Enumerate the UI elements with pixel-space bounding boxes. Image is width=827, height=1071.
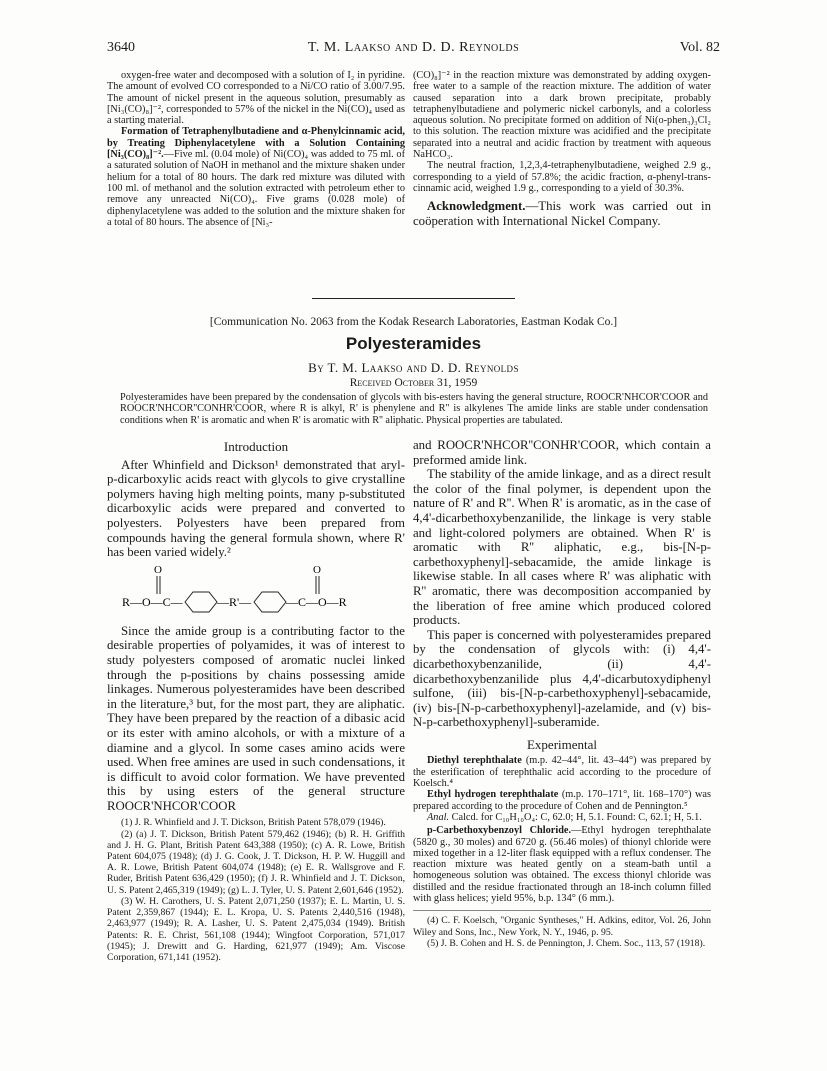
anal-label: Anal. — [427, 811, 450, 823]
right-column — [413, 438, 711, 949]
formula-left: R—O—C— — [122, 594, 183, 609]
received-date: Received October 31, 1959 — [349, 377, 478, 389]
paragraph-text: (m.p. 170–171°, lit. 168–170°) was prepared according to the procedure of Cohen and de Pennington.⁵ — [413, 789, 712, 812]
footnote: (3) W. H. Carothers, U. S. Patent 2,071,250 (1937); E. L. Martin, U. S. Patent 2,359,867 (1944); E. L. Kropa, U. S. Patents 2,440,516 (1948), 2,463,977 (1949); R. A. Lasher, U. S. Patent 2,475,034 (1949). British Patents: R. E. Christ, 561,108 (1944); Wingfoot Corporation, 571,017 (1945); J. Drewitt and G. Harding, 621,977 (1949); Am. Viscose Corporation, 671,141 (1952). — [107, 895, 405, 963]
paragraph — [413, 755, 711, 789]
footnote: (1) J. R. Whinfield and J. T. Dickson, British Patent 578,079 (1946). — [121, 817, 386, 829]
acknowledgment — [413, 199, 711, 228]
paragraph-text: Calcd. for C₁₀H₁₀O₄: C, 62.0; H, 5.1. Found: C, 62.1; H, 5.1. — [449, 811, 702, 823]
paragraph: This paper is concerned with polyesteramides prepared by the condensation of glycols with: (i) 4,4'-dicarbethoxybenzanilide, (ii) 4,4'-dicarbethoxybenzanilide plus 4,4'-dicarbutoxydiphenyl sulfone, (iii) bis-[N-p-carbethoxyphenyl]-sebacamide, (iv) bis-[N-p-carbethoxyphenyl]-azelamide, and (v) bis-N-p-carbethoxyphenyl]-suberamide. — [413, 627, 711, 730]
abstract: Polyesteramides have been prepared by the condensation of glycols with bis-esters having the general structure, ROOCR'NHCOR'COOR and ROOCR'NHCOR''CONHR'COOR, where R is alkyl, R' is phenylene and R'' is alkylenes The amide links are stable under condensation conditions when R' is aromatic and when R' is aromatic with R'' aliphatic. Physical properties are tabulated. — [120, 392, 708, 426]
oxygen-label: O — [313, 563, 321, 576]
benzene-ring — [254, 592, 286, 612]
paper-title: Polyesteramides — [345, 334, 482, 353]
acknowledgment-text: —This work was carried out in coöperation with International Nickel Company. — [413, 199, 711, 228]
paragraph: The neutral fraction, 1,2,3,4-tetraphenylbutadiene, weighed 2.9 g., corresponding to a yield of 57.8%; the acidic fraction, α-phenyl-trans-cinnamic acid, weighed 1.9 g., corresponding to a yield of 30.3%. — [413, 160, 711, 194]
paragraph: After Whinfield and Dickson¹ demonstrated that aryl-p-dicarboxylic acids react with glycols to give crystalline polymers having high melting points, many p-substituted dicarboxylic acids were prepared and converted to polyesters. Polyesters have been prepared from compounds having the general formula shown, where R' has been varied widely.² — [107, 457, 405, 560]
paragraph — [413, 789, 711, 812]
paragraph: oxygen-free water and decomposed with a solution of I₂ in pyridine. The amount of evolved CO corresponded to a Ni/CO ratio of 3.00/7.95. The amount of nickel present in the aqueous solution, presumably as [Ni₃(CO)₈]⁻², corresponded to 57% of the nickel in the Ni(CO)₄ used as a starting material. — [107, 70, 405, 127]
footnotes-right — [413, 910, 711, 949]
footnotes-left — [107, 817, 405, 963]
paragraph — [107, 126, 405, 228]
paragraph: Since the amide group is a contributing factor to the desirable properties of polyamides, it was of interest to study polyesters composed of aromatic nuclei linked through the p-positions by chains possessing amide linkages. Numerous polyesteramides have been described in the literature,³ but, for the most part, they are aliphatic. They have been prepared by the reaction of a dibasic acid or its ester with amino alcohols, or with a mixture of a diamine and a glycol. In some cases amino acids were used. When free amines are used in such condensations, it is difficult to avoid color formation. We have prevented this by using esters of the general structure ROOCR'NHCOR'COOR — [107, 623, 405, 813]
run-in-heading: Formation of Tetraphenylbutadiene and α-Phenylcinnamic acid, by Treating Diphenylacetylene with a Solution Containing [Ni₃(CO)₈]⁻². — [107, 126, 405, 161]
volume-label: Vol. 82 — [679, 40, 720, 55]
experimental-heading: Experimental — [526, 736, 598, 752]
acknowledgment-title: Acknowledgment. — [427, 199, 526, 214]
footnote: (5) J. B. Cohen and H. S. de Pennington, J. Chem. Soc., 113, 57 (1918). — [427, 937, 706, 949]
formula-drawing — [107, 564, 405, 618]
paragraph — [413, 812, 711, 823]
paragraph-text: (m.p. 42–44°, lit. 43–44°) was prepared by the esterification of terephthalic acid according to the procedure of Koelsch.⁴ — [413, 755, 711, 790]
top-left-column — [107, 70, 405, 228]
oxygen-label: O — [154, 563, 162, 576]
paragraph: (CO)₈]⁻² in the reaction mixture was demonstrated by adding oxygen-free water to a sample of the reaction mixture. The addition of water caused separation into a dark brown precipitate, probably tetraphenylbutadiene and polymeric nickel carbonyls, and a colorless aqueous solution. No precipitate formed on addition of Ni(o-phen₃)₃Cl₂ to this solution. The reaction mixture was acidified and the precipitate separated into a neutral and acidic fraction by treatment with aqueous NaHCO₃. — [413, 70, 711, 161]
compound-name: Diethyl terephthalate — [427, 755, 522, 767]
general-formula — [107, 564, 405, 618]
paragraph: The stability of the amide linkage, and as a direct result the color of the final polymer, is dependent upon the nature of R' and R''. When R' is aromatic, as in the case of 4,4'-dicarbethoxybenzanilide, the linkage is very stable and light-colored polymers are obtained. When R' is aromatic with R'' aliphatic, e.g., bis-[N-p-carbethoxyphenyl]-sebacamide, the amide linkage is likewise stable. In all cases where R' was aliphatic with R'' aromatic, there was decomposition accompanied by the liberation of free amine which produced colored products. — [413, 467, 711, 628]
footnote: (4) C. F. Koelsch, "Organic Syntheses," H. Adkins, editor, Vol. 26, John Wiley and Sons, Inc., New York, N. Y., 1946, p. 95. — [413, 915, 711, 938]
compound-name: p-Carbethoxybenzoyl Chloride. — [427, 825, 572, 837]
top-right-column — [413, 70, 711, 228]
footnote: (2) (a) J. T. Dickson, British Patent 579,462 (1946); (b) R. H. Griffith and J. H. G. Plant, British Patent 643,388 (1950); (c) A. R. Lowe, British Patent 604,075 (1948); (d) J. G. Cook, J. T. Dickson, H. P. W. Huggill and A. R. Lowe, British Patent 604,074 (1948); (e) E. R. Wallsgrove and F. Ruder, British Patent 636,429 (1950); (f) J. R. Whinfield and J. T. Dickson, U. S. Patent 2,465,319 (1949); (g) L. J. Tyler, U. S. Patent 2,601,646 (1952). — [107, 828, 405, 896]
page-number: 3640 — [107, 40, 135, 55]
benzene-ring — [185, 592, 217, 612]
compound-name: Ethyl hydrogen terephthalate — [427, 789, 559, 801]
running-header — [107, 40, 720, 62]
formula-mid: —R'— — [217, 594, 252, 609]
introduction-heading: Introduction — [223, 439, 289, 454]
authors: By T. M. Laakso and D. D. Reynolds — [308, 360, 519, 375]
paragraph-text: —Ethyl hydrogen terephthalate (5820 g., 30 moles) and 6720 g. (56.46 moles) of thionyl chloride were mixed together in a 12-liter flask equipped with a reflux condenser. The reaction mixture was heated gently on a steam-bath until a homogeneous solution was obtained. The excess thionyl chloride was distilled and the residue fractionated through an 18-inch column filled with glass helices; yield 95%, b.p. 134° (6 mm.). — [413, 825, 712, 905]
paragraph: and ROOCR'NHCOR''CONHR'COOR, which contain a preformed amide link. — [413, 438, 711, 467]
paragraph — [413, 825, 711, 904]
formula-right: —C—O—R — [286, 594, 347, 609]
communication-line: [Communication No. 2063 from the Kodak Research Laboratories, Eastman Kodak Co.] — [209, 316, 618, 328]
introduction-column — [107, 438, 405, 963]
running-title: T. M. Laakso and D. D. Reynolds — [307, 40, 520, 55]
paragraph-text: —Five ml. (0.04 mole) of Ni(CO)₄ was added to 75 ml. of a saturated solution of NaOH in methanol and the mixture shaken under helium for a total of 80 hours. The dark red mixture was diluted with 100 ml. of methanol and the solution extracted with petroleum ether to remove any unreacted Ni(CO)₄. Five grams (0.028 mole) of diphenylacetylene was added to the solution and the mixture shaken for a total of 80 hours. The absence of [Ni₃- — [107, 149, 405, 228]
divider — [312, 298, 515, 299]
